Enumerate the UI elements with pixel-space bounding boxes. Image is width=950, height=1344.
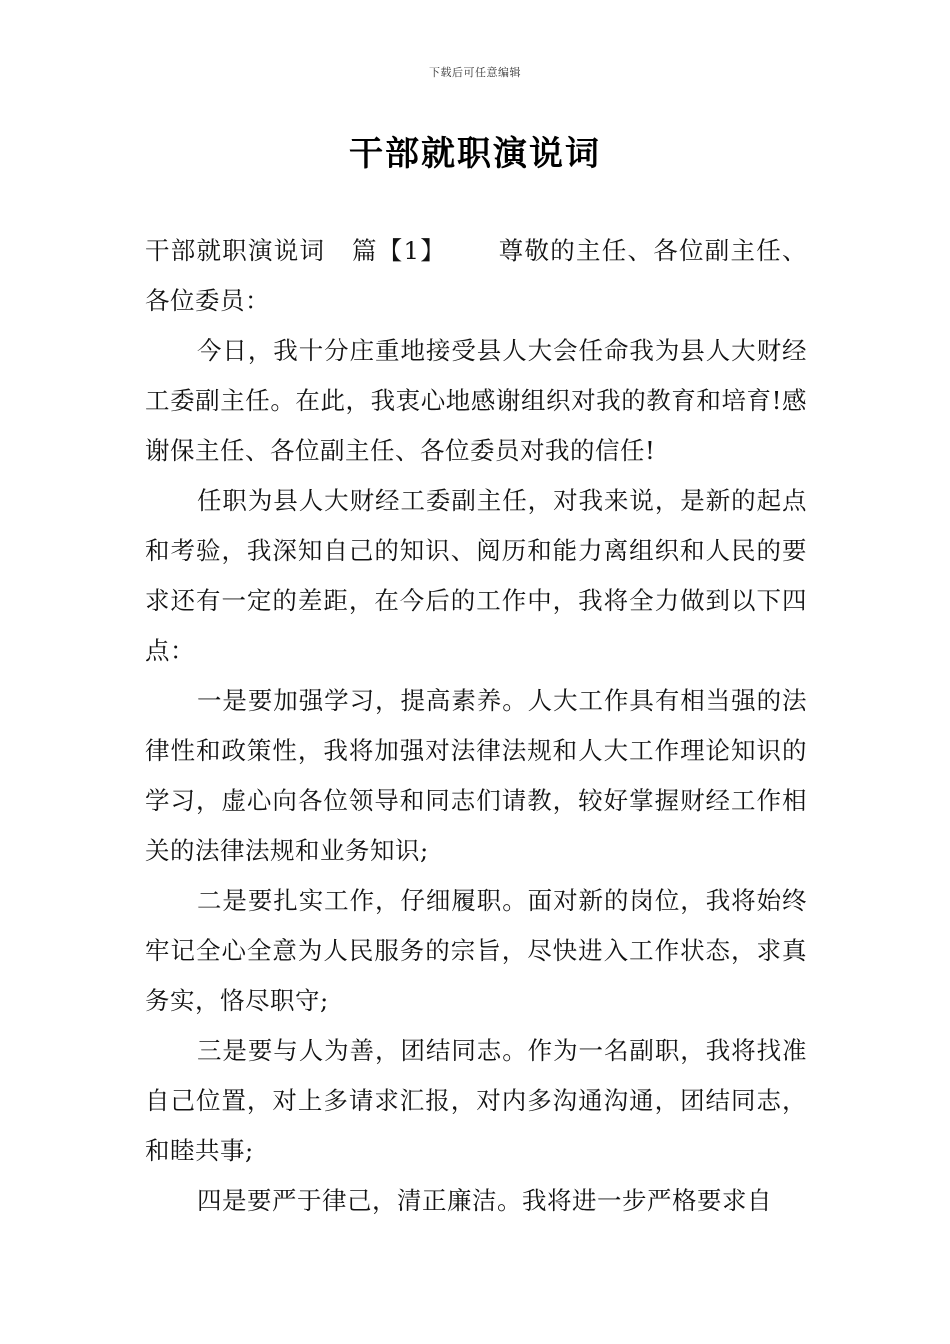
document-body xyxy=(145,226,807,1226)
paragraph: 二是要扎实工作，仔细履职。面对新的岗位，我将始终牢记全心全意为人民服务的宗旨，尽快进入工作状态，求真务实，恪尽职守; xyxy=(145,886,807,1015)
intro-doc-name: 干部就职演说词 xyxy=(145,236,326,265)
header-note: 下载后可任意编辑 xyxy=(429,66,521,79)
intro-salutation: 尊敬的主任、各位副主任、各位委员： xyxy=(145,236,808,315)
paragraph: 今日，我十分庄重地接受县人大会任命我为县人大财经工委副主任。在此，我衷心地感谢组织对我的教育和培育!感谢保主任、各位副主任、各位委员对我的信任! xyxy=(145,336,807,465)
paragraph: 三是要与人为善，团结同志。作为一名副职，我将找准自己位置，对上多请求汇报，对内多沟通沟通，团结同志，和睦共事; xyxy=(145,1036,807,1165)
paragraph: 一是要加强学习，提高素养。人大工作具有相当强的法律性和政策性，我将加强对法律法规和人大工作理论知识的学习，虚心向各位领导和同志们请教，较好掌握财经工作相关的法律法规和业务知识; xyxy=(145,686,807,865)
document-title: 干部就职演说词 xyxy=(349,134,601,174)
intro-section: 篇【1】 xyxy=(351,236,447,265)
paragraph: 四是要严于律己，清正廉洁。我将进一步严格要求自 xyxy=(197,1186,772,1215)
intro-line xyxy=(145,226,807,326)
paragraph: 任职为县人大财经工委副主任，对我来说，是新的起点和考验，我深知自己的知识、阅历和能力离组织和人民的要求还有一定的差距，在今后的工作中，我将全力做到以下四点： xyxy=(145,486,807,665)
